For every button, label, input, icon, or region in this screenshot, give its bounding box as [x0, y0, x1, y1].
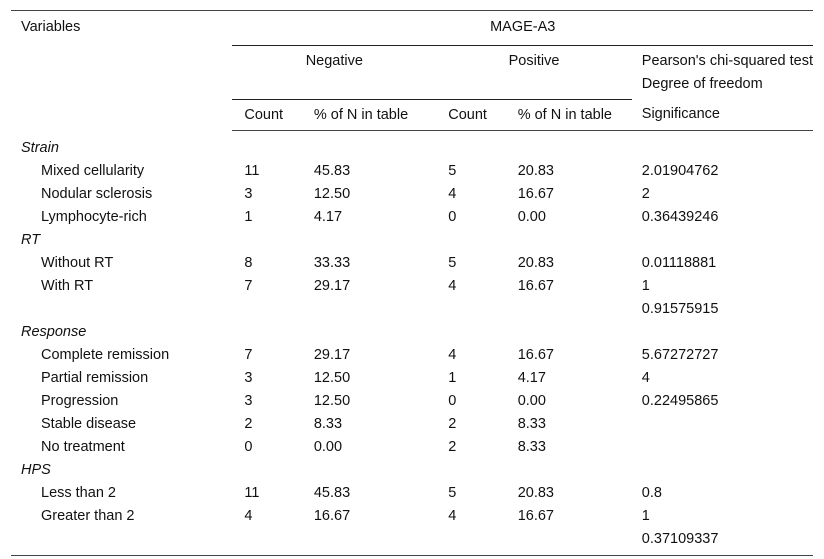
stat-cell: 2	[641, 185, 650, 202]
pos-count-cell: 0	[448, 208, 457, 225]
header-neg-pct: % of N in table	[306, 99, 436, 130]
pos-pct-cell	[510, 528, 632, 556]
row-label: Complete remission	[41, 346, 170, 363]
pos-pct-cell: 16.67	[517, 277, 554, 294]
group-name: Strain	[21, 139, 59, 156]
neg-pct-cell: 45.83	[313, 484, 351, 501]
stat-cell: 0.8	[641, 484, 662, 501]
row-label	[11, 298, 232, 321]
header-marker: MAGE-A3	[232, 11, 813, 46]
header-test-line2: Degree of freedom	[641, 76, 763, 92]
pos-count-cell: 2	[448, 438, 457, 455]
table-row	[11, 206, 813, 229]
stat-cell: 0.22495865	[641, 392, 719, 409]
row-label: No treatment	[41, 438, 125, 455]
row-label: Less than 2	[41, 484, 116, 501]
row-label: With RT	[41, 277, 94, 294]
neg-pct-cell: 12.50	[313, 369, 351, 386]
group-row	[11, 229, 813, 252]
neg-count-cell: 11	[244, 162, 260, 179]
neg-pct-cell: 29.17	[313, 277, 351, 294]
stat-cell: 5.67272727	[641, 346, 719, 363]
neg-count-cell: 0	[244, 438, 253, 455]
neg-count-cell: 4	[244, 507, 253, 524]
neg-count-cell: 1	[244, 208, 253, 225]
table-row	[11, 505, 813, 528]
neg-pct-cell: 12.50	[313, 392, 351, 409]
table-row	[11, 367, 813, 390]
header-variables: Variables	[11, 11, 232, 131]
pos-count-cell: 4	[448, 185, 457, 202]
table-row	[11, 344, 813, 367]
table-row	[11, 390, 813, 413]
pos-count-cell: 0	[448, 392, 457, 409]
pos-pct-cell: 16.67	[517, 185, 554, 202]
stat-cell: 1	[641, 507, 650, 524]
stat-cell: 0.01118881	[641, 254, 717, 271]
stat-cell: 2.01904762	[641, 162, 719, 179]
pos-pct-cell: 20.83	[517, 484, 554, 501]
neg-pct-cell: 8.33	[313, 415, 343, 432]
table-row	[11, 436, 813, 459]
row-label	[11, 528, 232, 556]
group-name: RT	[21, 231, 41, 248]
table-row	[11, 160, 813, 183]
group-row	[11, 321, 813, 344]
neg-pct-cell: 4.17	[313, 208, 343, 225]
mage-a3-table	[11, 10, 813, 556]
header-pos-count: Count	[436, 99, 509, 130]
pos-pct-cell: 8.33	[517, 415, 546, 432]
header-pos-pct: % of N in table	[510, 99, 632, 130]
row-label: Without RT	[41, 254, 114, 271]
neg-count-cell: 11	[244, 484, 260, 501]
pos-count-cell: 4	[448, 277, 457, 294]
neg-count-cell: 3	[244, 185, 253, 202]
neg-count-cell: 7	[244, 346, 253, 363]
neg-count-cell: 8	[244, 254, 253, 271]
neg-pct-cell: 16.67	[313, 507, 351, 524]
table-row	[11, 252, 813, 275]
stat-cell	[632, 413, 813, 436]
pos-count-cell	[436, 298, 509, 321]
pos-pct-cell: 0.00	[517, 208, 546, 225]
group-name: Response	[21, 323, 87, 340]
stat-cell: 0.37109337	[632, 528, 813, 556]
stat-cell: 4	[641, 369, 650, 386]
row-label: Stable disease	[41, 415, 137, 432]
pos-pct-cell: 8.33	[517, 438, 546, 455]
pos-count-cell	[436, 528, 509, 556]
pos-count-cell: 5	[448, 254, 457, 271]
neg-count-cell	[232, 298, 305, 321]
neg-pct-cell	[306, 298, 436, 321]
stat-cell	[632, 436, 813, 459]
neg-count-cell: 3	[244, 392, 253, 409]
pos-pct-cell: 20.83	[517, 254, 554, 271]
row-label: Progression	[41, 392, 119, 409]
neg-count-cell: 7	[244, 277, 253, 294]
neg-count-cell: 3	[244, 369, 253, 386]
neg-pct-cell	[306, 528, 436, 556]
pos-pct-cell: 4.17	[517, 369, 546, 386]
pos-count-cell: 1	[448, 369, 457, 386]
stat-cell: 0.91575915	[641, 300, 719, 317]
neg-pct-cell: 12.50	[313, 185, 351, 202]
row-label: Nodular sclerosis	[41, 185, 153, 202]
pos-pct-cell	[510, 298, 632, 321]
pos-pct-cell: 20.83	[517, 162, 554, 179]
group-name: HPS	[21, 461, 51, 478]
header-test	[632, 46, 813, 100]
stat-cell: 1	[641, 277, 650, 294]
pos-count-cell: 5	[448, 162, 457, 179]
pos-pct-cell: 0.00	[517, 392, 546, 409]
pos-count-cell: 5	[448, 484, 457, 501]
neg-pct-cell: 29.17	[313, 346, 351, 363]
row-label: Lymphocyte-rich	[41, 208, 147, 225]
table-row	[11, 528, 813, 556]
pos-count-cell: 2	[448, 415, 457, 432]
table-row	[11, 275, 813, 298]
group-row	[11, 130, 813, 160]
table-row	[11, 183, 813, 206]
header-test-line1: Pearson's chi-squared test	[641, 53, 813, 69]
pos-pct-cell: 16.67	[517, 507, 554, 524]
neg-count-cell: 2	[244, 415, 253, 432]
header-positive: Positive	[436, 46, 632, 100]
pos-pct-cell: 16.67	[517, 346, 554, 363]
row-label: Partial remission	[41, 369, 149, 386]
header-negative: Negative	[232, 46, 436, 100]
group-row	[11, 459, 813, 482]
neg-pct-cell: 45.83	[313, 162, 351, 179]
header-significance: Significance	[632, 99, 813, 130]
pos-count-cell: 4	[448, 346, 457, 363]
neg-count-cell	[232, 528, 305, 556]
row-label: Mixed cellularity	[41, 162, 145, 179]
table-row	[11, 298, 813, 321]
table-row	[11, 482, 813, 505]
pos-count-cell: 4	[448, 507, 457, 524]
neg-pct-cell: 0.00	[313, 438, 343, 455]
neg-pct-cell: 33.33	[313, 254, 351, 271]
stat-cell: 0.36439246	[641, 208, 719, 225]
header-neg-count: Count	[232, 99, 305, 130]
table-row	[11, 413, 813, 436]
table-body	[11, 130, 813, 555]
row-label: Greater than 2	[41, 507, 135, 524]
